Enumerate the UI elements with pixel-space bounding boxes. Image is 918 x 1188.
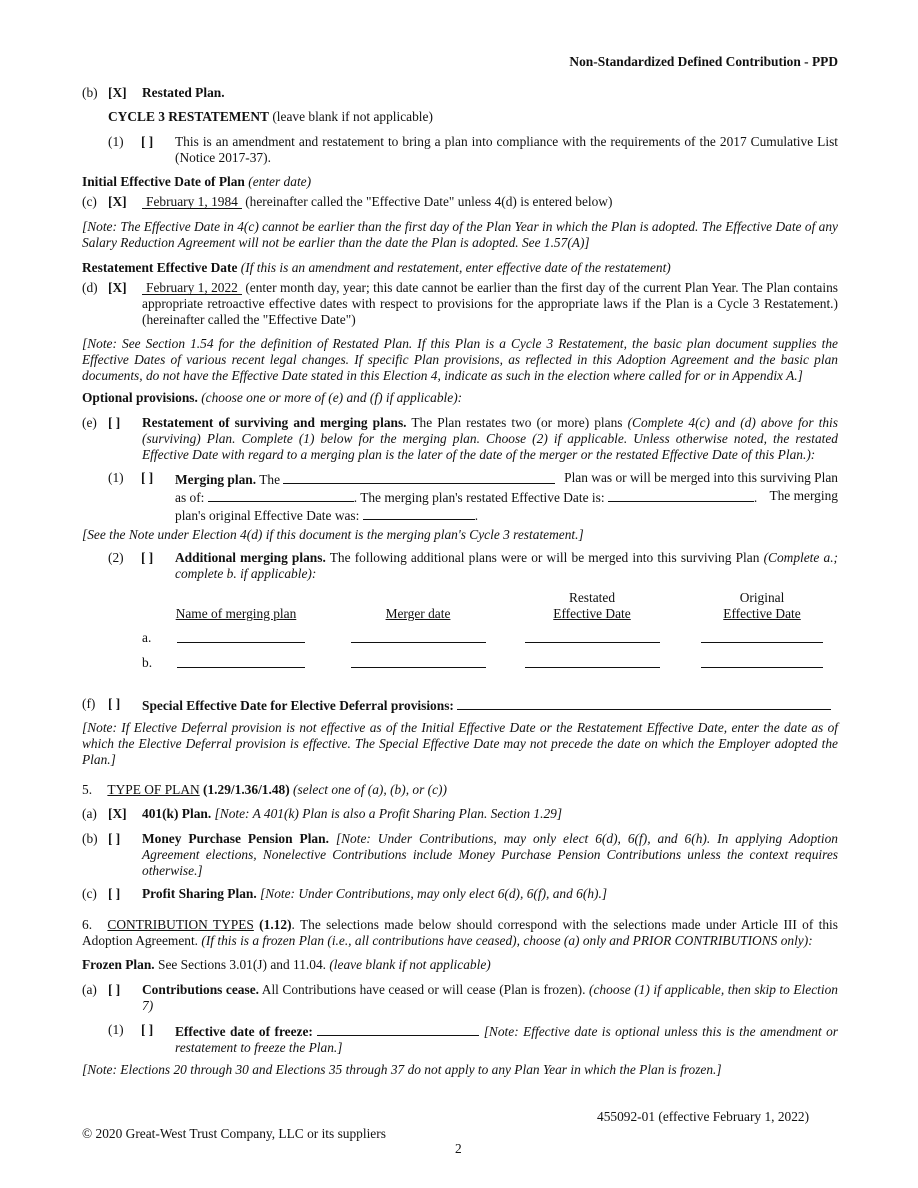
page-number: 2 bbox=[455, 1141, 462, 1156]
heading-note: (leave blank if not applicable) bbox=[329, 957, 491, 972]
item-label: (1) bbox=[108, 134, 124, 149]
section-title: CONTRIBUTION TYPES bbox=[107, 917, 254, 932]
option-title: Profit Sharing Plan. bbox=[142, 886, 257, 901]
item-label: (b) bbox=[82, 831, 98, 846]
plan-401k-text bbox=[142, 806, 562, 822]
option-note: [Note: Effective date is optional unless this is the amendment or restatement to freeze the Plan.] bbox=[175, 1024, 838, 1055]
cycle3-heading bbox=[108, 109, 433, 125]
freeze-date-text bbox=[175, 1022, 838, 1056]
heading-note: (If this is an amendment and restatement, enter effective date of the restatement) bbox=[237, 260, 671, 275]
option-title: Additional merging plans. bbox=[175, 550, 326, 565]
surviving-merging-text bbox=[142, 415, 838, 463]
document-header-title: Non-Standardized Defined Contribution - PPD bbox=[569, 54, 838, 69]
item-label: (2) bbox=[108, 550, 124, 565]
column-header-top: Restated bbox=[568, 590, 616, 605]
option-text: The following additional plans were or will be merged into this surviving Plan bbox=[325, 550, 764, 565]
merging-original-date-field[interactable] bbox=[363, 506, 475, 520]
cycle3-note: (leave blank if not applicable) bbox=[268, 109, 433, 124]
column-header bbox=[350, 590, 486, 622]
item-label: (a) bbox=[82, 806, 97, 821]
restated-plan-title: Restated Plan. bbox=[142, 85, 225, 100]
column-header-bottom: Effective Date bbox=[553, 606, 631, 621]
item-label: (e) bbox=[82, 415, 97, 430]
item-label: (a) bbox=[82, 982, 97, 997]
special-effective-date-field[interactable] bbox=[457, 696, 831, 710]
column-header-top bbox=[166, 590, 306, 606]
contributions-cease-text bbox=[142, 982, 838, 1014]
option-note: [Note: Under Contributions, may only elect 6(d), 6(f), and 6(h). In applying Adoption Agreement elections, Nonelective Contributions include Money Purchase Pension Contributions unless the context requires otherwise.] bbox=[142, 831, 838, 878]
copyright: © 2020 Great-West Trust Company, LLC or its suppliers bbox=[82, 1126, 386, 1141]
initial-effective-date-field[interactable]: February 1, 1984 bbox=[142, 195, 242, 209]
item-label: (d) bbox=[82, 280, 98, 295]
restatement-effective-text: (enter month day, year; this date cannot be earlier than the first day of the current Plan Year. The Plan contains appropriate retroactive effective dates with respect to provisions for the appropriate laws if the Plan is a Cycle 3 Restatement.) (hereinafter called the "Effective Date") bbox=[142, 280, 838, 327]
additional-merging-checkbox[interactable]: [ ] bbox=[141, 550, 154, 565]
row-b-merger-date-field[interactable] bbox=[351, 667, 486, 668]
restatement-effective-date-field[interactable]: February 1, 2022 bbox=[142, 281, 242, 295]
row-a-restated-date-field[interactable] bbox=[525, 642, 660, 643]
item-label: (1) bbox=[108, 1022, 124, 1037]
column-header-top: Original bbox=[739, 590, 785, 605]
money-purchase-checkbox[interactable]: [ ] bbox=[108, 831, 121, 846]
column-header-top bbox=[350, 590, 486, 606]
row-a-plan-name-field[interactable] bbox=[177, 642, 305, 643]
heading-note: (enter date) bbox=[244, 174, 312, 189]
row-b-original-date-field[interactable] bbox=[701, 667, 823, 668]
type-of-plan-heading bbox=[82, 782, 447, 798]
money-purchase-text bbox=[142, 831, 838, 879]
initial-effective-text: (hereinafter called the "Effective Date" unless 4(d) is entered below) bbox=[241, 194, 613, 209]
profit-sharing-checkbox[interactable]: [ ] bbox=[108, 886, 121, 901]
option-note: (Complete 4(c) and (d) above for this (surviving) Plan. Complete (1) below for the merging plan. Choose (2) if applicable. Unless otherwise noted, the restated Effective Date with regard to a merging plan is the later of the date of the merger or the restated Effective Date of this Plan.): bbox=[142, 415, 838, 462]
option-title: Contributions cease. bbox=[142, 982, 259, 997]
column-header bbox=[524, 590, 660, 622]
surviving-merging-checkbox[interactable]: [ ] bbox=[108, 415, 121, 430]
initial-effective-checkbox[interactable]: [X] bbox=[108, 194, 127, 209]
document-id: 455092-01 (effective February 1, 2022) bbox=[597, 1109, 810, 1124]
option-title: Money Purchase Pension Plan. bbox=[142, 831, 329, 846]
section-refs: (1.12) bbox=[253, 917, 292, 932]
merging-plan-name-field[interactable] bbox=[283, 470, 555, 484]
restatement-effective-heading bbox=[82, 260, 671, 276]
optional-provisions-heading bbox=[82, 390, 462, 406]
option-title: Merging plan. bbox=[175, 472, 257, 487]
heading-text: Optional provisions. bbox=[82, 390, 198, 405]
item-label: (c) bbox=[82, 194, 97, 209]
item-label: (1) bbox=[108, 470, 124, 485]
option-note: [Note: A 401(k) Plan is also a Profit Sharing Plan. Section 1.29] bbox=[211, 806, 563, 821]
cycle3-item1-text: This is an amendment and restatement to bring a plan into compliance with the requirements of the 2017 Cumulative List (Notice 2017-37). bbox=[175, 134, 838, 165]
row-a-merger-date-field[interactable] bbox=[351, 642, 486, 643]
option-title: Special Effective Date for Elective Deferral provisions: bbox=[142, 698, 454, 713]
merging-see-note: [See the Note under Election 4(d) if this document is the merging plan's Cycle 3 restatement.] bbox=[82, 527, 584, 542]
heading-text: Frozen Plan. bbox=[82, 957, 155, 972]
column-header-bottom: Merger date bbox=[385, 606, 451, 621]
special-effective-line bbox=[142, 696, 831, 714]
contribution-types-heading bbox=[82, 917, 838, 949]
item-label: (c) bbox=[82, 886, 97, 901]
restated-plan-checkbox[interactable]: [X] bbox=[108, 85, 127, 100]
item-label: (b) bbox=[82, 85, 98, 100]
initial-effective-heading bbox=[82, 174, 311, 190]
option-note: (choose (1) if applicable, then skip to Election 7) bbox=[142, 982, 838, 1013]
section-note: (select one of (a), (b), or (c)) bbox=[289, 782, 447, 797]
cycle3-heading-text: CYCLE 3 RESTATEMENT bbox=[108, 109, 269, 124]
heading-text: Initial Effective Date of Plan bbox=[82, 174, 245, 189]
table-row-label: b. bbox=[142, 655, 153, 670]
section-title: TYPE OF PLAN bbox=[107, 782, 200, 797]
merging-as-of-date-field[interactable] bbox=[208, 488, 354, 502]
initial-effective-note: [Note: The Effective Date in 4(c) cannot be earlier than the first day of the Plan Year in which the Plan is adopted. The Effective Date of any Salary Reduction Agreement will not be earlier than the date the Plan is adopted. See 1.57(A)] bbox=[82, 219, 838, 250]
restatement-effective-checkbox[interactable]: [X] bbox=[108, 280, 127, 295]
column-header bbox=[166, 590, 306, 622]
additional-merging-text bbox=[175, 550, 838, 582]
heading-note: (choose one or more of (e) and (f) if applicable): bbox=[197, 390, 463, 405]
contributions-cease-checkbox[interactable]: [ ] bbox=[108, 982, 121, 997]
section-number: 6. bbox=[82, 917, 93, 932]
section-text: . The selections made below should correspond with the selections made under Article III of this Adoption Agreement. bbox=[82, 917, 838, 948]
special-effective-checkbox[interactable]: [ ] bbox=[108, 696, 121, 711]
profit-sharing-text bbox=[142, 886, 607, 902]
merging-plan-checkbox[interactable]: [ ] bbox=[141, 470, 154, 485]
column-header bbox=[701, 590, 823, 622]
cycle3-item1-checkbox[interactable]: [ ] bbox=[141, 134, 154, 149]
merging-plan-text: Merging plan. The Plan was or will be merged into this surviving Plan as of: . The merging plan's restated Effective Date is: . The merging plan's original Effective Date was: . bbox=[175, 470, 838, 523]
section-number: 5. bbox=[82, 782, 93, 797]
restatement-effective-line bbox=[142, 280, 838, 328]
initial-effective-line bbox=[142, 194, 612, 210]
merging-text-1: The bbox=[256, 472, 284, 487]
section-note: (If this is a frozen Plan (i.e., all contributions have ceased), choose (a) only and PRIOR CONTRIBUTIONS only): bbox=[201, 933, 813, 948]
row-b-restated-date-field[interactable] bbox=[525, 667, 660, 668]
heading-text: Restatement Effective Date bbox=[82, 260, 238, 275]
column-header-bottom: Name of merging plan bbox=[175, 606, 297, 621]
option-note: (Complete a.; complete b. if applicable): bbox=[175, 550, 838, 581]
column-header-bottom: Effective Date bbox=[723, 606, 801, 621]
merging-restated-date-field[interactable] bbox=[608, 488, 754, 502]
heading-body: See Sections 3.01(J) and 11.04. bbox=[154, 957, 330, 972]
option-note: [Note: Under Contributions, may only elect 6(d), 6(f), and 6(h).] bbox=[256, 886, 608, 901]
table-row-label: a. bbox=[142, 630, 152, 645]
option-title: Effective date of freeze: bbox=[175, 1024, 313, 1039]
restatement-effective-note: [Note: See Section 1.54 for the definition of Restated Plan. If this Plan is a Cycle 3 Restatement, the basic plan document supplies the Effective Dates of various recent legal changes. If specific Plan provisions, as reflected in this Adoption Agreement and the basic plan documents, do not have the Effective Date stated in this Election 4, indicate as such in the election where called for or in Appendix A.] bbox=[82, 336, 838, 383]
item-label: (f) bbox=[82, 696, 96, 711]
row-a-original-date-field[interactable] bbox=[701, 642, 823, 643]
section-refs: (1.29/1.36/1.48) bbox=[199, 782, 290, 797]
option-title: 401(k) Plan. bbox=[142, 806, 212, 821]
frozen-plan-heading bbox=[82, 957, 491, 973]
freeze-date-field[interactable] bbox=[317, 1022, 479, 1036]
freeze-date-checkbox[interactable]: [ ] bbox=[141, 1022, 154, 1037]
option-text: The Plan restates two (or more) plans bbox=[406, 415, 628, 430]
plan-401k-checkbox[interactable]: [X] bbox=[108, 806, 127, 821]
option-title: Restatement of surviving and merging plans. bbox=[142, 415, 407, 430]
frozen-final-note: [Note: Elections 20 through 30 and Elections 35 through 37 do not apply to any Plan Year in which the Plan is frozen.] bbox=[82, 1062, 722, 1077]
option-text: All Contributions have ceased or will cease (Plan is frozen). bbox=[258, 982, 590, 997]
row-b-plan-name-field[interactable] bbox=[177, 667, 305, 668]
special-effective-note: [Note: If Elective Deferral provision is not effective as of the Initial Effective Date or the Restatement Effective Date, enter the date as of which the Elective Deferral provision is effective. The Special Effective Date may not precede the date on which the Employer adopted the Plan.] bbox=[82, 720, 838, 767]
